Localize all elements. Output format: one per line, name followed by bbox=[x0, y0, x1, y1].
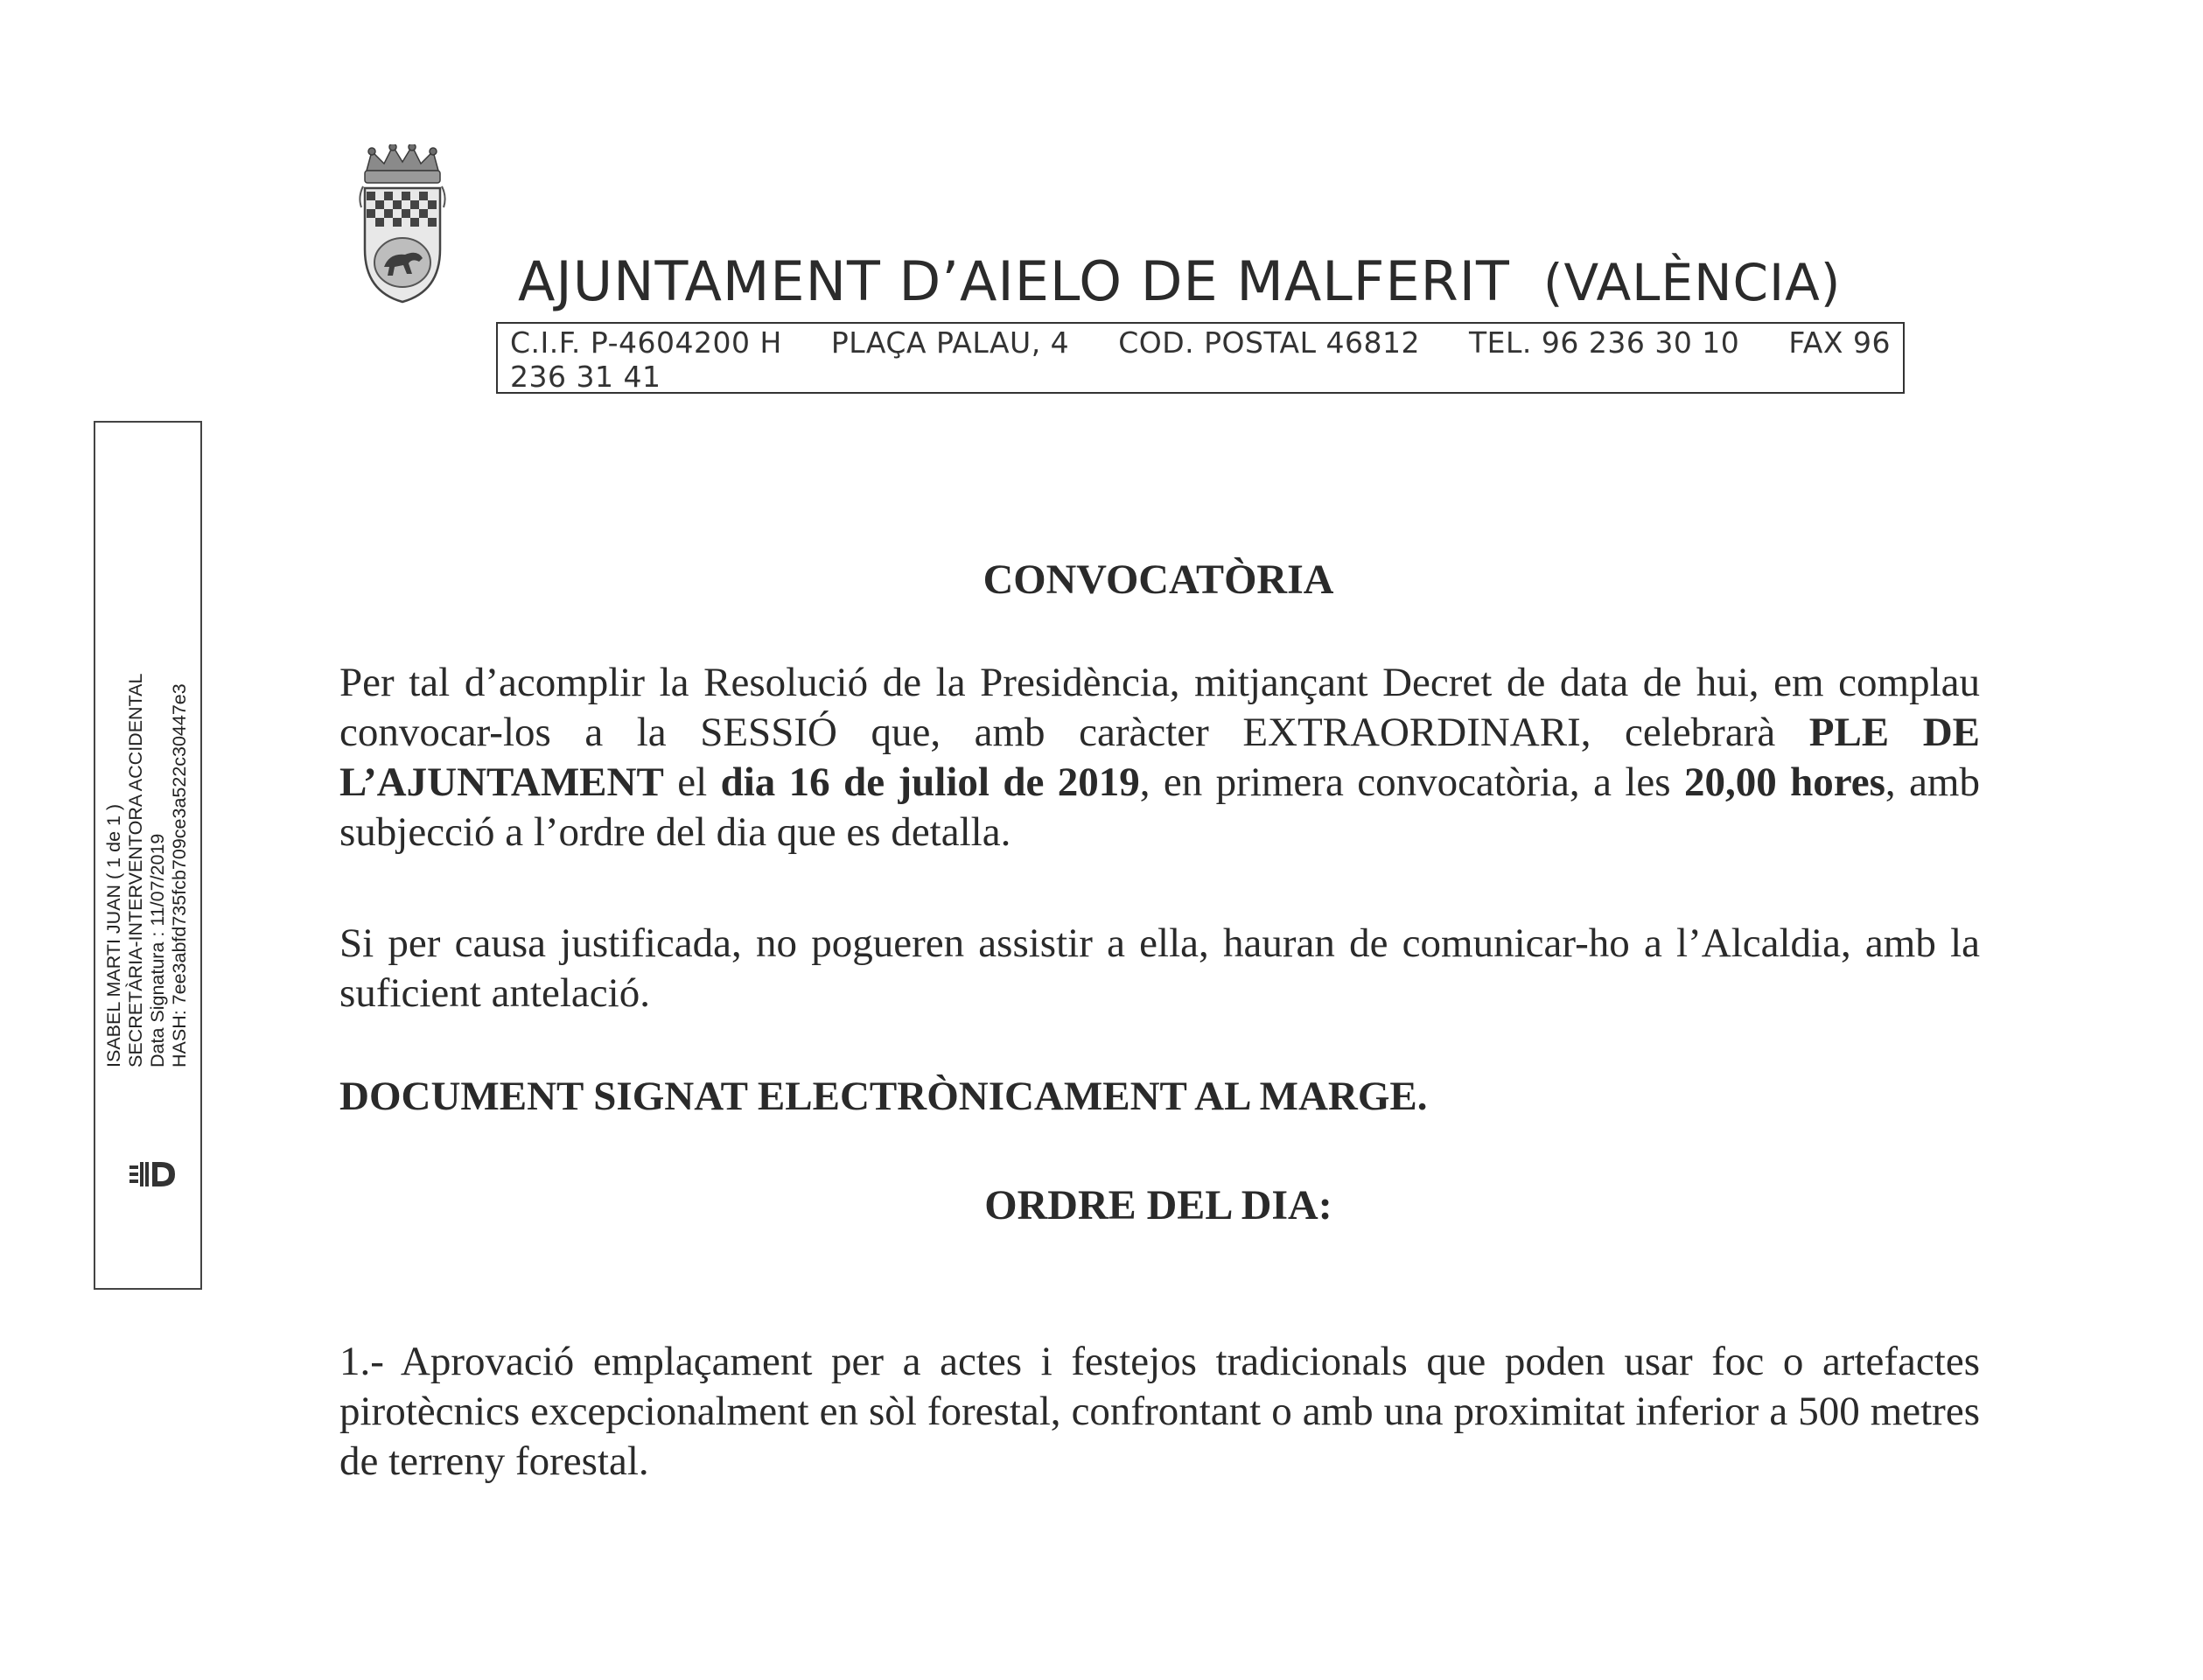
signature-date: Data Signatura : 11/07/2019 bbox=[147, 833, 168, 1068]
intro-text-2: el bbox=[663, 760, 721, 805]
electronic-signature-note: DOCUMENT SIGNAT ELECTRÒNICAMENT AL MARGE. bbox=[339, 1074, 1428, 1119]
fax-label-text: FAX 96 bbox=[1788, 326, 1891, 360]
fax-continuation-text: 236 31 41 bbox=[510, 360, 661, 394]
postal-code-text: COD. POSTAL 46812 bbox=[1118, 326, 1420, 360]
agenda-item: 1.- Aprovació emplaçament per a actes i festejos tradicionals que poden usar foc o artefactes pirotècnics excepcionalment en sòl forestal, confrontant o amb una proximitat inferior a 500 metres de terreny forestal. bbox=[339, 1339, 1980, 1484]
organization-name: AJUNTAMENT D’AIELO DE MALFERIT bbox=[518, 249, 1510, 313]
cif-text: C.I.F. P-4604200 H bbox=[510, 326, 782, 360]
intro-body-name: PLE DE L’AJUNTAMENT bbox=[339, 710, 1980, 805]
contact-info-box bbox=[496, 322, 1905, 394]
intro-text-3: , en primera convocatòria, a les bbox=[1139, 760, 1684, 805]
signer-role: SECRETÀRIA-INTERVENTORA ACCIDENTAL bbox=[125, 673, 146, 1068]
document-title: CONVOCATÒRIA bbox=[983, 556, 1334, 603]
municipal-coat-of-arms-icon bbox=[354, 144, 451, 306]
intro-session-date: dia 16 de juliol de 2019 bbox=[720, 760, 1140, 805]
signer-name: ISABEL MARTI JUAN ( 1 de 1 ) bbox=[103, 803, 124, 1068]
phone-text: TEL. 96 236 30 10 bbox=[1469, 326, 1740, 360]
organization-title bbox=[518, 249, 1841, 313]
absence-paragraph: Si per causa justificada, no pogueren assistir a ella, hauran de comunicar-ho a l’Alcaldia, amb la suficient antelació. bbox=[339, 920, 1980, 1016]
intro-session-time: 20,00 hores bbox=[1683, 760, 1885, 805]
convocation-paragraph bbox=[339, 658, 1980, 858]
organization-region: (VALÈNCIA) bbox=[1542, 253, 1842, 312]
signature-margin-text bbox=[103, 368, 191, 1068]
intro-text-1: Per tal d’acomplir la Resolució de la Presidència, mitjançant Decret de data de hui, em complau convocar-los a la SESSIÓ que, amb caràcter EXTRAORDINARI, celebrarà bbox=[339, 660, 1980, 755]
signature-hash: HASH: 7ee3abfd735fcb709ce3a522c30447e3 bbox=[169, 683, 190, 1068]
intro-text-4: , amb subjecció a l’ordre del dia que es detalla. bbox=[339, 760, 1980, 855]
address-text: PLAÇA PALAU, 4 bbox=[830, 326, 1070, 360]
agenda-title: ORDRE DEL DIA: bbox=[984, 1182, 1332, 1228]
